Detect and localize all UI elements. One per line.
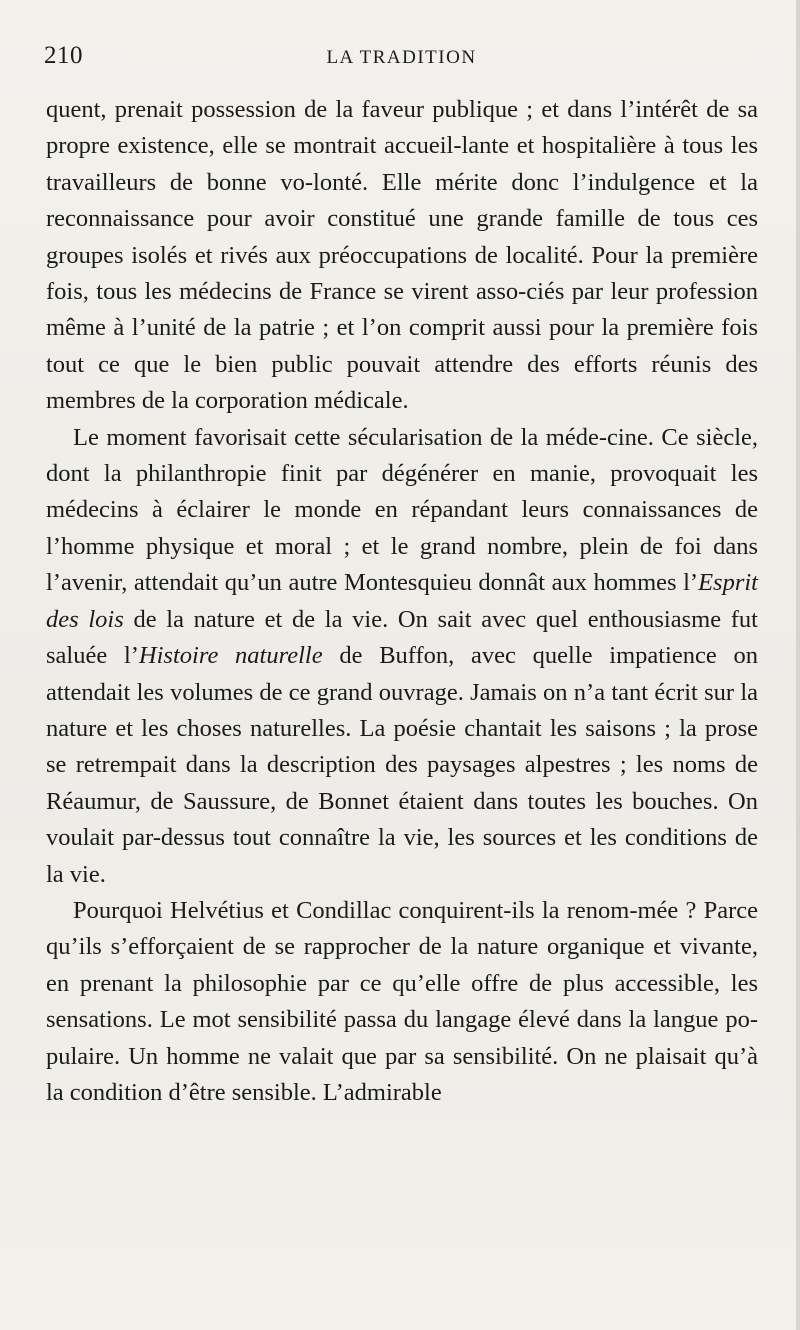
page-edge <box>796 0 800 1330</box>
text-segment: quent, prenait possession de la faveur publique ; et dans l’intérêt de sa propre existence, elle se montrait accueil-lante et hospitalière à tous les travailleurs de bonne vo-lonté. Elle mérite donc l’indulgence et la reconnaissance pour avoir constitué une grande famille de tous ces groupes isolés et rivés aux préoccupations de localité. Pour la première fois, tous les médecins de France se virent asso-ciés par leur profession même à l’unité de la patrie ; et l’on comprit aussi pour la première fois tout ce que le bien public pouvait attendre des efforts réunis des membres de la corporation médicale. <box>46 96 758 415</box>
page-number: 210 <box>44 42 83 69</box>
paragraph-1 <box>46 92 758 420</box>
running-title: LA TRADITION <box>326 47 477 68</box>
paragraph-3 <box>46 893 758 1111</box>
text-segment: de la nature et de la vie. On sait avec quel enthousiasme fut saluée l’ <box>46 605 758 670</box>
body-text <box>46 92 758 1111</box>
text-segment: Pourquoi Helvétius et Condillac conquirent-ils la renom-mée ? Parce qu’ils s’efforçaient de se rapprocher de la nature organique et vivante, en prenant la philosophie par ce qu’elle offre de plus accessible, les sensations. Le mot sensibilité passa du langage élevé dans la langue po-pulaire. Un homme ne valait que par sa sensibilité. On ne plaisait qu’à la condition d’être sensible. L’admirable <box>46 896 758 1106</box>
text-segment: de Buffon, avec quelle impatience on attendait les volumes de ce grand ouvrage. Jamais on n’a tant écrit sur la nature et les choses naturelles. La poésie chantait les saisons ; la prose se retrempait dans la description des paysages alpestres ; les noms de Réaumur, de Saussure, de Bonnet étaient dans toutes les bouches. On voulait par-dessus tout connaître la vie, les sources et les conditions de la vie. <box>46 642 758 888</box>
page-header <box>44 42 759 76</box>
book-title-italic: Esprit des lois <box>46 569 758 633</box>
book-title-italic: Histoire naturelle <box>138 642 323 670</box>
text-segment: Le moment favorisait cette sécularisation de la méde-cine. Ce siècle, dont la philanthropie finit par dégénérer en manie, provoquait les médecins à éclairer le monde en répandant leurs connaissances de l’homme physique et moral ; et le grand nombre, plein de foi dans l’avenir, attendait qu’un autre Montesquieu donnât aux hommes l’ <box>46 423 758 597</box>
paragraph-2 <box>46 420 758 893</box>
